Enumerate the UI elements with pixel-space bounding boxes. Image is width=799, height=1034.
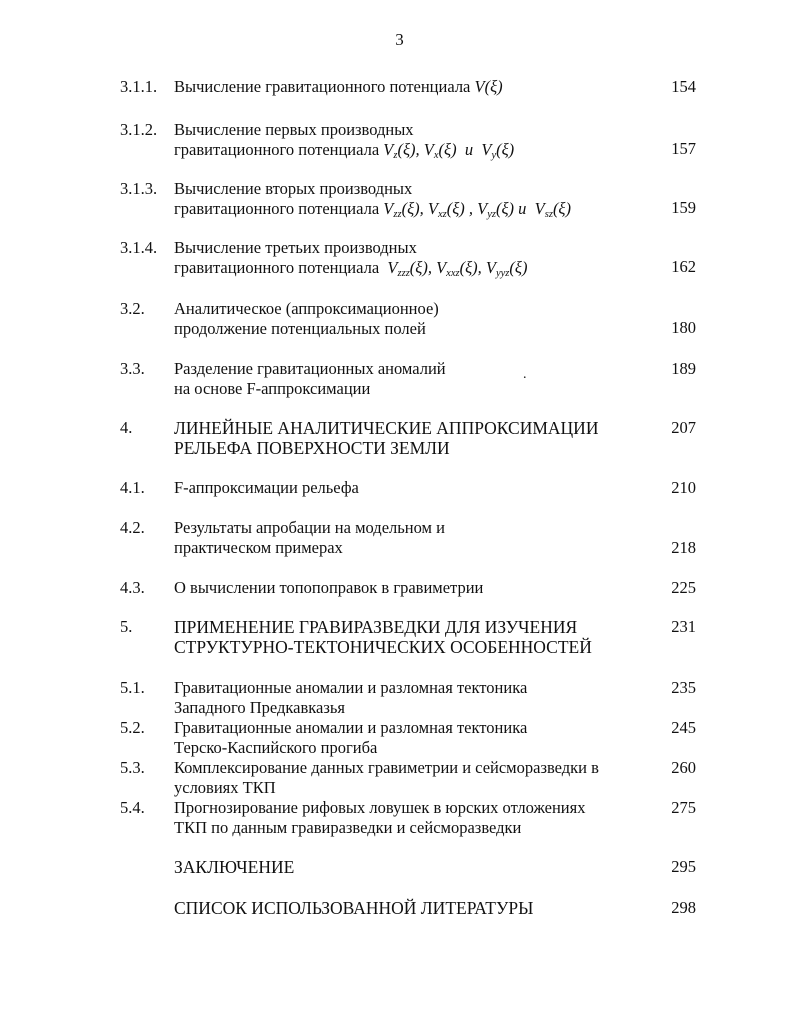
toc-title: ПРИМЕНЕНИЕ ГРАВИРАЗВЕДКИ ДЛЯ ИЗУЧЕНИЯ СТРУКТУРНО-ТЕКТОНИЧЕСКИХ ОСОБЕННОСТЕЙ bbox=[174, 617, 592, 657]
toc-page: 225 bbox=[671, 578, 696, 597]
toc-number: 5.4. bbox=[120, 798, 145, 817]
toc-page: 210 bbox=[671, 478, 696, 497]
toc-title: Вычисление вторых производных гравитационного потенциала $V_{zz}(\xi)$, $V_{xz}(\xi)$ , $V_{yz}(\xi)$ и $V_{sz}(\xi)$ bbox=[174, 179, 571, 220]
toc-title: Гравитационные аномалии и разломная тектоника Западного Предкавказья bbox=[174, 678, 528, 717]
toc-page: 298 bbox=[671, 898, 696, 917]
toc-page: 159 bbox=[671, 198, 696, 217]
toc-page: 235 bbox=[671, 678, 696, 697]
toc-number: 4.1. bbox=[120, 478, 145, 497]
toc-number: 5.1. bbox=[120, 678, 145, 697]
toc-number: 5.2. bbox=[120, 718, 145, 737]
toc-title: F-аппроксимации рельефа bbox=[174, 478, 359, 497]
toc-title: О вычислении топопоправок в гравиметрии bbox=[174, 578, 484, 597]
toc-number: 5. bbox=[120, 617, 133, 636]
stray-mark: . bbox=[523, 367, 527, 382]
toc-number: 3.3. bbox=[120, 359, 145, 378]
toc-page: 275 bbox=[671, 798, 696, 817]
toc-page: 260 bbox=[671, 758, 696, 777]
toc-page: 154 bbox=[671, 77, 696, 96]
toc-page: 189 bbox=[671, 359, 696, 378]
toc-title: Гравитационные аномалии и разломная тектоника Терско-Каспийского прогиба bbox=[174, 718, 528, 757]
toc-page: 162 bbox=[671, 257, 696, 276]
toc-title: Результаты апробации на модельном и практическом примерах bbox=[174, 518, 445, 557]
toc-title: Вычисление третьих производных гравитационного потенциала $V_{zzz}(\xi)$, $V_{xxz}(\xi)$, $V_{yyz}(\xi)$ bbox=[174, 238, 528, 279]
toc-number: 3.1.3. bbox=[120, 179, 158, 198]
toc-title: Прогнозирование рифовых ловушек в юрских отложениях ТКП по данным гравиразведки и сейсморазведки bbox=[174, 798, 586, 837]
toc-title: СПИСОК ИСПОЛЬЗОВАННОЙ ЛИТЕРАТУРЫ bbox=[174, 898, 534, 918]
toc-title: Комплексирование данных гравиметрии и сейсморазведки в условиях ТКП bbox=[174, 758, 599, 797]
toc-number: 4. bbox=[120, 418, 133, 437]
toc-number: 3.2. bbox=[120, 299, 145, 318]
toc-page: 231 bbox=[671, 617, 696, 636]
toc-page: 180 bbox=[671, 318, 696, 337]
toc-title: Вычисление первых производных гравитационного потенциала $V_z(\xi)$, $V_x(\xi)$ и $V_y(\xi)$ bbox=[174, 120, 515, 161]
toc-number: 3.1.4. bbox=[120, 238, 158, 257]
toc-page: 245 bbox=[671, 718, 696, 737]
toc-page: 218 bbox=[671, 538, 696, 557]
toc-page: 207 bbox=[671, 418, 696, 437]
toc-page: 295 bbox=[671, 857, 696, 876]
toc-title: Аналитическое (аппроксимационное) продолжение потенциальных полей bbox=[174, 299, 439, 338]
toc-page: 157 bbox=[671, 139, 696, 158]
toc-title: ЗАКЛЮЧЕНИЕ bbox=[174, 857, 295, 877]
toc-title: Разделение гравитационных аномалий на основе F-аппроксимации bbox=[174, 359, 446, 398]
toc-number: 3.1.2. bbox=[120, 120, 158, 139]
toc-number: 5.3. bbox=[120, 758, 145, 777]
toc-number: 4.3. bbox=[120, 578, 145, 597]
toc-title: Вычисление гравитационного потенциала V(ξ) bbox=[174, 77, 503, 96]
toc-number: 4.2. bbox=[120, 518, 145, 537]
page-number: 3 bbox=[395, 30, 404, 49]
toc-title: ЛИНЕЙНЫЕ АНАЛИТИЧЕСКИЕ АППРОКСИМАЦИИ РЕЛЬЕФА ПОВЕРХНОСТИ ЗЕМЛИ bbox=[174, 418, 599, 458]
toc-number: 3.1.1. bbox=[120, 77, 158, 96]
